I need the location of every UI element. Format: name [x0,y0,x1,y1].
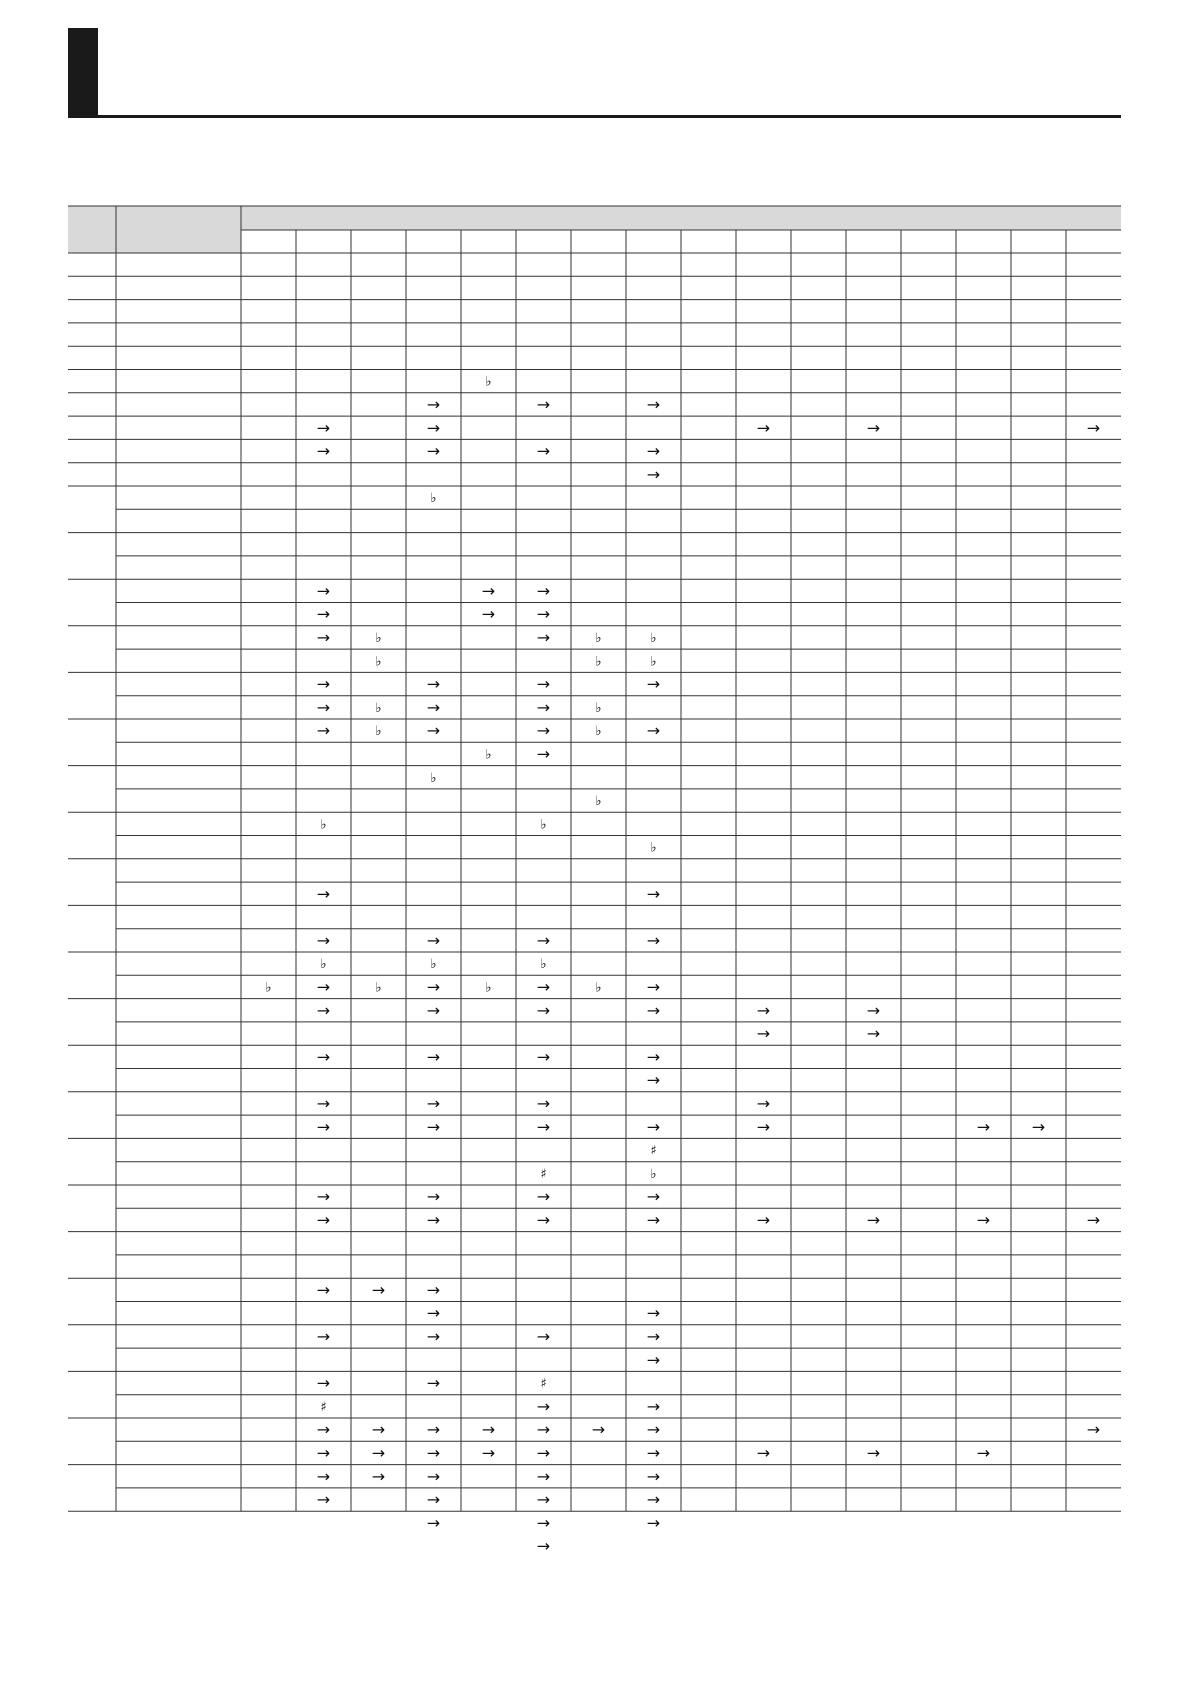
flat-symbol: ♭ [375,724,382,740]
arrow-symbol: → [646,674,661,694]
arrow-symbol: → [316,977,331,997]
flat-symbol: ♭ [595,654,602,670]
arrow-symbol: → [426,697,441,717]
arrow-symbol: → [536,1443,551,1463]
flat-symbol: ♭ [485,747,492,763]
arrow-symbol: → [426,930,441,950]
arrow-symbol: → [756,1093,771,1113]
arrow-symbol: → [646,464,661,484]
flat-symbol: ♭ [650,654,657,670]
flat-symbol: ♭ [430,957,437,973]
flat-symbol: ♭ [430,770,437,786]
arrow-symbol: → [426,1210,441,1230]
arrow-symbol: → [646,1047,661,1067]
arrow-symbol: → [536,697,551,717]
arrow-symbol: → [646,1117,661,1137]
arrow-symbol: → [536,744,551,764]
arrow-symbol: → [426,1280,441,1300]
flat-symbol: ♭ [595,794,602,810]
arrow-symbol: → [536,1420,551,1440]
arrow-symbol: → [371,1443,386,1463]
arrow-symbol: → [536,1396,551,1416]
arrow-symbol: → [316,418,331,438]
arrow-symbol: → [426,1047,441,1067]
arrow-symbol: → [371,1466,386,1486]
arrow-symbol: → [756,1117,771,1137]
arrow-symbol: → [426,977,441,997]
arrow-symbol: → [646,441,661,461]
arrow-symbol: → [481,604,496,624]
flat-symbol: ♭ [375,654,382,670]
arrow-symbol: → [316,1187,331,1207]
arrow-symbol: → [536,721,551,741]
flat-symbol: ♭ [540,817,547,833]
arrow-symbol: → [371,1280,386,1300]
arrow-symbol: → [536,581,551,601]
arrow-symbol: → [646,1420,661,1440]
flat-symbol: ♭ [650,630,657,646]
arrow-symbol: → [866,1443,881,1463]
arrow-symbol: → [646,1187,661,1207]
flat-symbol: ♭ [595,630,602,646]
arrow-symbol: → [646,1070,661,1090]
arrow-symbol: → [1086,1210,1101,1230]
arrow-symbol: → [316,1373,331,1393]
arrow-symbol: → [1086,1420,1101,1440]
arrow-symbol: → [316,1093,331,1113]
arrow-symbol: → [426,1466,441,1486]
flat-symbol: ♭ [595,980,602,996]
arrow-symbol: → [426,441,441,461]
arrow-symbol: → [536,1490,551,1510]
flat-symbol: ♭ [375,700,382,716]
arrow-symbol: → [976,1117,991,1137]
arrow-symbol: → [646,1000,661,1020]
arrow-symbol: → [756,1443,771,1463]
arrow-symbol: → [866,1210,881,1230]
arrow-symbol: → [426,394,441,414]
arrow-symbol: → [316,1443,331,1463]
flat-symbol: ♭ [485,980,492,996]
arrow-symbol: → [316,441,331,461]
arrow-symbol: → [591,1420,606,1440]
arrow-symbol: → [316,627,331,647]
arrow-symbol: → [756,1000,771,1020]
arrow-symbol: → [316,721,331,741]
sharp-symbol: ♯ [540,1376,547,1392]
arrow-symbol: → [316,1047,331,1067]
header-shade [68,206,1121,230]
arrow-symbol: → [426,674,441,694]
sharp-symbol: ♯ [320,1399,327,1415]
arrow-symbol: → [426,1117,441,1137]
arrow-symbol: → [316,1210,331,1230]
arrow-symbol: → [536,930,551,950]
sharp-symbol: ♯ [540,1166,547,1182]
arrow-symbol: → [316,697,331,717]
flat-symbol: ♭ [375,630,382,646]
arrow-symbol: → [536,1047,551,1067]
arrow-symbol: → [646,1513,661,1533]
arrow-symbol: → [316,604,331,624]
arrow-symbol: → [536,1536,551,1556]
flat-symbol: ♭ [595,724,602,740]
header-shade-left [68,230,241,253]
arrow-symbol: → [316,930,331,950]
arrow-symbol: → [481,1420,496,1440]
arrow-symbol: → [426,1443,441,1463]
arrow-symbol: → [646,1466,661,1486]
arrow-symbol: → [976,1210,991,1230]
arrow-symbol: → [426,1490,441,1510]
arrow-symbol: → [646,1326,661,1346]
arrow-symbol: → [536,394,551,414]
arrow-symbol: → [756,418,771,438]
arrow-symbol: → [646,394,661,414]
arrow-symbol: → [536,977,551,997]
arrow-symbol: → [481,581,496,601]
arrow-symbol: → [646,1490,661,1510]
arrow-symbol: → [536,1093,551,1113]
arrow-symbol: → [316,1420,331,1440]
arrow-symbol: → [646,721,661,741]
flat-symbol: ♭ [650,1166,657,1182]
arrow-symbol: → [646,1303,661,1323]
flat-symbol: ♭ [430,491,437,507]
arrow-symbol: → [866,1000,881,1020]
arrow-symbol: → [316,1280,331,1300]
arrow-symbol: → [426,1093,441,1113]
arrow-symbol: → [481,1443,496,1463]
flat-symbol: ♭ [375,980,382,996]
flat-symbol: ♭ [320,957,327,973]
arrow-symbol: → [536,1466,551,1486]
arrow-symbol: → [1086,418,1101,438]
arrow-symbol: → [536,1210,551,1230]
arrow-symbol: → [316,1490,331,1510]
arrow-symbol: → [426,1000,441,1020]
arrow-symbol: → [646,1210,661,1230]
arrow-symbol: → [316,581,331,601]
arrow-symbol: → [646,1350,661,1370]
arrow-symbol: → [646,1443,661,1463]
arrow-symbol: → [536,1187,551,1207]
flat-symbol: ♭ [265,980,272,996]
arrow-symbol: → [1031,1117,1046,1137]
arrow-symbol: → [426,1187,441,1207]
arrow-symbol: → [646,930,661,950]
arrow-symbol: → [426,1303,441,1323]
arrow-symbol: → [426,1513,441,1533]
arrow-symbol: → [536,441,551,461]
flat-symbol: ♭ [595,700,602,716]
arrow-symbol: → [316,1466,331,1486]
arrow-symbol: → [536,604,551,624]
arrow-symbol: → [536,1000,551,1020]
arrow-symbol: → [536,674,551,694]
arrow-symbol: → [316,1326,331,1346]
arrow-symbol: → [866,1024,881,1044]
arrow-symbol: → [316,674,331,694]
arrow-symbol: → [756,1210,771,1230]
arrow-symbol: → [426,721,441,741]
flat-symbol: ♭ [650,840,657,856]
arrow-symbol: → [426,1373,441,1393]
arrow-symbol: → [646,1396,661,1416]
arrow-symbol: → [316,884,331,904]
arrow-symbol: → [536,1117,551,1137]
arrow-symbol: → [866,418,881,438]
flat-symbol: ♭ [320,817,327,833]
arrow-symbol: → [316,1117,331,1137]
arrow-symbol: → [426,1420,441,1440]
arrow-symbol: → [426,418,441,438]
arrow-symbol: → [646,884,661,904]
flat-symbol: ♭ [540,957,547,973]
arrow-symbol: → [371,1420,386,1440]
flat-symbol: ♭ [485,374,492,390]
arrow-symbol: → [536,1326,551,1346]
arrow-symbol: → [756,1024,771,1044]
arrow-symbol: → [536,1513,551,1533]
sharp-symbol: ♯ [650,1143,657,1159]
arrow-symbol: → [976,1443,991,1463]
arrow-symbol: → [536,627,551,647]
arrow-symbol: → [316,1000,331,1020]
arrow-symbol: → [646,977,661,997]
arrow-symbol: → [426,1326,441,1346]
